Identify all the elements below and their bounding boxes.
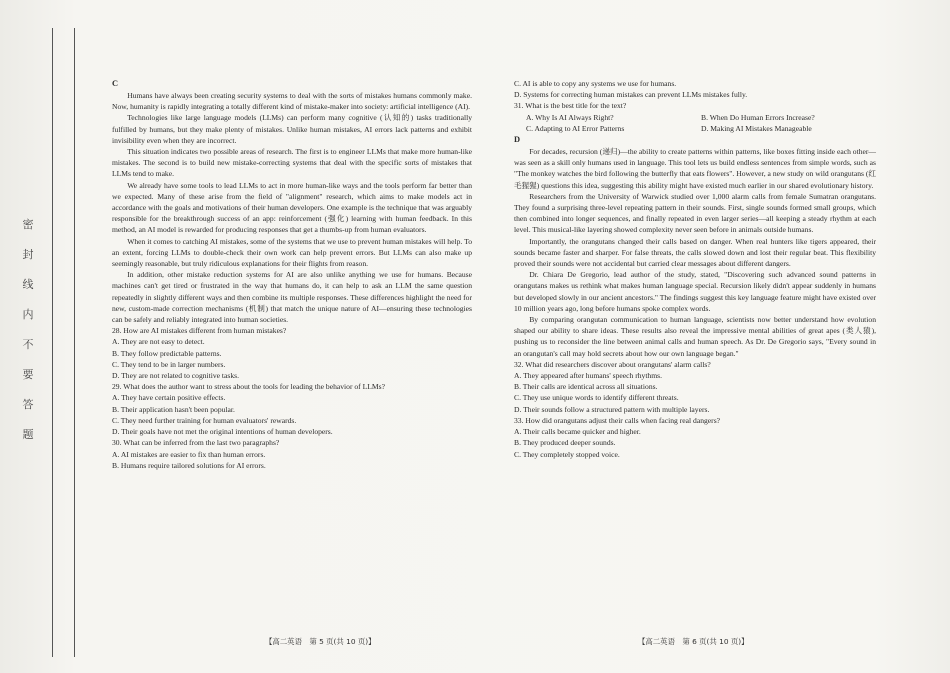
question-32-option: A. They appeared after humans' speech rhythms. bbox=[514, 371, 662, 381]
passage-c-paragraph: In addition, other mistake reduction systems for AI are also unlike anything we use for humans. Because machines can't get tired or frustrated in the way that humans do, it can help to ask an LLM the same question repeatedly in slightly different ways and then combine its multiple responses. These differences highlight the need for new, custom-made correction mechanisms (机制) that match the unique nature of AI—ensuring these technologies can be safely and reliably integrated into human societies. bbox=[112, 270, 472, 325]
passage-d-paragraph: Importantly, the orangutans changed their calls based on danger. When real hunters like tigers appeared, their sounds became faster and sharper. For false threats, the calls slowed down and lost their regular beat. This flexibility proved their sounds were not accidental but carried clear messages about different dangers. bbox=[514, 236, 876, 269]
seal-char: 封 bbox=[22, 248, 34, 261]
question-29-option: B. Their application hasn't been popular. bbox=[112, 404, 235, 414]
section-d-title: D bbox=[514, 135, 521, 145]
passage-d-paragraph: Dr. Chiara De Gregorio, lead author of the study, stated, "Discovering such advanced sound patterns in orangutans makes us rethink what makes human language special. Recursion likely didn't appear suddenly in humans but developed slowly in our ancient ancestors." The findings suggest this key language feature might have existed over 10 million years ago, long before humans spoke complex words. bbox=[514, 270, 876, 313]
question-33-option: B. They produced deeper sounds. bbox=[514, 438, 616, 448]
page-footer-right: 【高二英语 第 6 页(共 10 页)】 bbox=[638, 637, 749, 646]
page-footer-left: 【高二英语 第 5 页(共 10 页)】 bbox=[265, 637, 376, 646]
passage-c-paragraph: This situation indicates two possible areas of research. The first is to engineer LLMs that make more human-like mistakes. The second is to build new mistake-correcting systems that deal with the specific sorts of mistakes that LLMs tend to make. bbox=[112, 147, 472, 179]
question-31-options bbox=[526, 112, 876, 134]
question-33-option: A. Their calls became quicker and higher. bbox=[514, 427, 641, 437]
question-31-stem: 31. What is the best title for the text? bbox=[514, 101, 627, 111]
question-30-option: D. Systems for correcting human mistakes can prevent LLMs mistakes fully. bbox=[514, 90, 748, 100]
question-30-option: A. AI mistakes are easier to fix than human errors. bbox=[112, 449, 266, 459]
binding-line-outer bbox=[52, 28, 53, 657]
question-28-option: B. They follow predictable patterns. bbox=[112, 348, 222, 358]
seal-line-notice bbox=[20, 210, 36, 450]
section-c-title: C bbox=[112, 79, 119, 88]
seal-char: 内 bbox=[22, 308, 34, 321]
question-28-option: C. They tend to be in larger numbers. bbox=[112, 359, 226, 369]
passage-d-paragraph: Researchers from the University of Warwick studied over 1,000 alarm calls from female Sumatran orangutans. They found a surprising three-level repeating pattern in their sounds. First, single sounds formed small groups, which then combined into longer sequences, and finally repeated in even larger series—all keeping a steady rhythm at each level. This musical-like layering showed complexity never seen before in animals outside humans. bbox=[514, 191, 876, 235]
passage-d-paragraph: For decades, recursion (递归)—the ability to create patterns within patterns, like boxes fitting inside each other—was seen as a skill only humans used in language. This tool lets us build endless sentences from simple words, such as "The monkey watches the bird following the butterfly that eats flowers". However, a new study on wild orangutans (红毛猩猩) questions this idea, suggesting this ability might have existed much earlier in our shared evolutionary history. bbox=[514, 147, 876, 190]
question-32-option: D. Their sounds follow a structured pattern with multiple layers. bbox=[514, 404, 710, 414]
right-column bbox=[514, 78, 876, 460]
question-30-stem: 30. What can be inferred from the last two paragraphs? bbox=[112, 438, 280, 448]
passage-d-paragraph: By comparing orangutan communication to human language, scientists now better understand how evolution shaped our ability to share ideas. These results also reveal the impressive mental abilities of great apes (类人猿), pushing us to reconsider the line between animal calls and human speech. As Dr. De Gregorio says, "Every sound in an orangutan's call may hold secrets about how our own language began." bbox=[514, 315, 876, 358]
question-32-stem: 32. What did researchers discover about orangutans' alarm calls? bbox=[514, 359, 711, 369]
question-30-option: B. Humans require tailored solutions for AI errors. bbox=[112, 460, 266, 470]
question-29-option: D. Their goals have not met the original intentions of human developers. bbox=[112, 427, 333, 437]
passage-c-paragraph: Technologies like large language models (LLMs) can perform many cognitive (认知的) tasks traditionally fulfilled by humans, but they make plenty of mistakes. Unlike human mistakes, AI errors lack patterns and exhibit invisibility even when they are incorrect. bbox=[112, 113, 472, 145]
question-28-stem: 28. How are AI mistakes different from human mistakes? bbox=[112, 326, 287, 336]
question-33-option: C. They completely stopped voice. bbox=[514, 449, 620, 459]
question-31-option: C. Adapting to AI Error Patterns bbox=[526, 123, 625, 133]
passage-c-paragraph: We already have some tools to lead LLMs to act in more human-like ways and the tools perform far better than we expected. Many of these arise from the field of "alignment" research, which aims to make models act in accordance with the goals and motivations of their human developers. One example is the technique that was arguably responsible for the breakthrough success of an app: reinforcement (强化) learning with human feedback. In this method, an AI model is rewarded for producing responses that get a thumbs-up from human evaluators. bbox=[112, 180, 472, 235]
seal-char: 要 bbox=[22, 368, 34, 381]
question-29-option: A. They have certain positive effects. bbox=[112, 393, 226, 403]
question-33-stem: 33. How did orangutans adjust their calls when facing real dangers? bbox=[514, 415, 721, 425]
question-30-option: C. AI is able to copy any systems we use for humans. bbox=[514, 79, 677, 88]
binding-line-inner bbox=[74, 28, 75, 657]
question-29-option: C. They need further training for human evaluators' rewards. bbox=[112, 415, 297, 425]
seal-char: 答 bbox=[22, 398, 34, 411]
seal-char: 线 bbox=[22, 278, 34, 291]
question-28-option: D. They are not related to cognitive tasks. bbox=[112, 371, 240, 381]
question-29-stem: 29. What does the author want to stress about the tools for leading the behavior of LLMs? bbox=[112, 382, 385, 392]
seal-char: 题 bbox=[22, 428, 34, 441]
question-31-option: B. When Do Human Errors Increase? bbox=[701, 112, 815, 122]
passage-c-paragraph: Humans have always been creating security systems to deal with the sorts of mistakes humans commonly make. Now, humanity is rapidly integrating a totally different kind of mistake-maker into society: artificial intelligence (AI). bbox=[112, 91, 472, 112]
passage-c-paragraph: When it comes to catching AI mistakes, some of the systems that we use to prevent human mistakes will help. To an extent, forcing LLMs to double-check their own work can help prevent errors. But LLMs can also make up seemingly reasonable, but truly ridiculous explanations for their flights from reason. bbox=[112, 236, 472, 269]
seal-char: 不 bbox=[22, 338, 34, 351]
left-column bbox=[112, 78, 472, 471]
question-31-option: A. Why Is AI Always Right? bbox=[526, 112, 614, 122]
question-28-option: A. They are not easy to detect. bbox=[112, 337, 205, 347]
question-32-option: C. They use unique words to identify different threats. bbox=[514, 393, 679, 403]
seal-char: 密 bbox=[22, 218, 34, 231]
question-32-option: B. Their calls are identical across all situations. bbox=[514, 382, 658, 392]
question-31-option: D. Making AI Mistakes Manageable bbox=[701, 123, 812, 133]
